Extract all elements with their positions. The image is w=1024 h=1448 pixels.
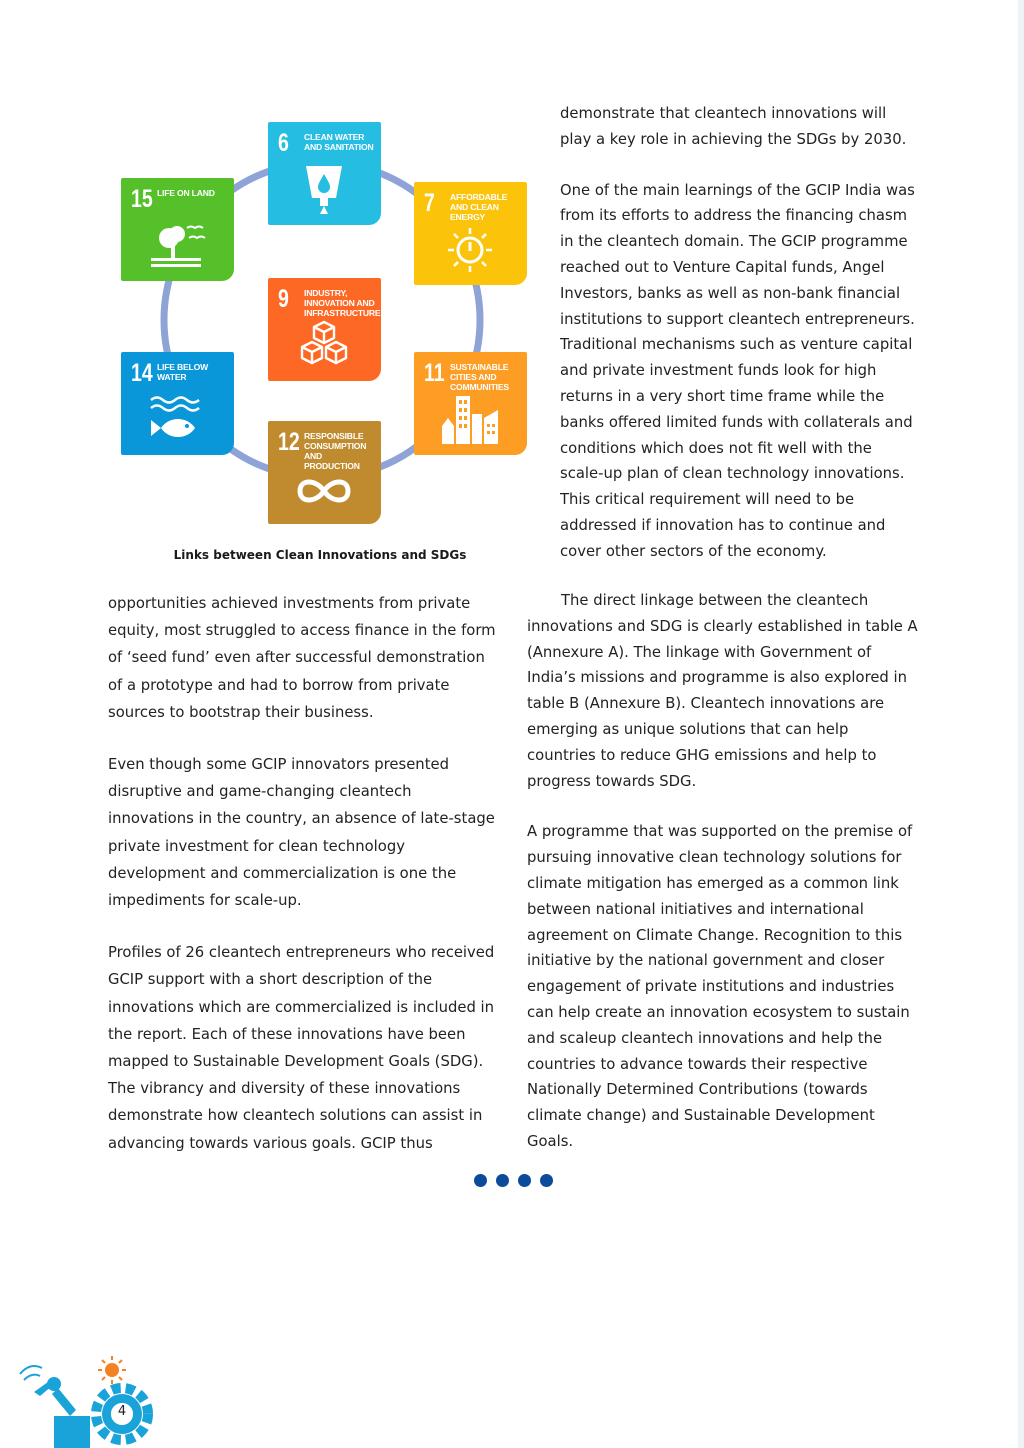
right-column-top	[560, 101, 920, 590]
wifi-icon	[20, 1366, 42, 1380]
paragraph: Profiles of 26 cleantech entrepreneurs who received GCIP support with a short description of the innovations which are commercialized is included in the report. Each of these innovations have been mapped to Sustainable Development Goals (SDG). The vibrancy and diversity of these innovations demonstrate how cleantech solutions can assist in advancing towards various goals. GCIP thus	[108, 944, 495, 1152]
sdg-label: LIFE BELOW WATER	[157, 362, 208, 382]
sdg-number: 7	[424, 189, 435, 217]
tree-icon	[147, 218, 207, 274]
sdg-number: 6	[278, 129, 289, 157]
sdg-tile-11	[414, 352, 527, 455]
sdg-number: 14	[131, 359, 153, 387]
paragraph: Even though some GCIP innovators presented disruptive and game-changing cleantech innovations in the country, an absence of late-stage private investment for clean technology development and commercialization is one the impediments for scale-up.	[108, 756, 495, 910]
page-edge-strip	[1018, 0, 1024, 1448]
city-buildings-icon	[440, 392, 500, 448]
paragraph: opportunities achieved investments from private equity, most struggled to access finance in the form of ‘seed fund’ even after successful demonstration of a prototype and had to borrow from private sources to bootstrap their business.	[108, 595, 496, 721]
sdg-diagram	[100, 105, 540, 535]
right-column-bottom	[527, 588, 919, 1180]
infinity-icon	[294, 461, 354, 517]
dot	[496, 1174, 509, 1187]
sdg-tile-7	[414, 182, 527, 285]
dot	[540, 1174, 553, 1187]
sdg-number: 9	[278, 285, 289, 313]
paragraph: A programme that was supported on the premise of pursuing innovative clean technology solutions for climate mitigation has emerged as a common link between national initiatives and international agreement on Climate Change. Recognition to this initiative by the national government and closer engagement of private institutions and industries can help create an innovation ecosystem to sustain and scaleup cleantech innovations and help the countries to advance towards their respective Nationally Determined Contributions (towards climate change) and Sustainable Development Goals.	[527, 823, 913, 1150]
left-column	[108, 590, 498, 1182]
sdg-label: SUSTAINABLE CITIES AND COMMUNITIES	[450, 362, 509, 392]
sdg-number: 15	[131, 185, 153, 213]
sdg-number: 11	[424, 359, 445, 387]
page-number: 4	[117, 1404, 127, 1419]
sdg-tile-12	[268, 421, 381, 524]
footer-graphic	[14, 1352, 164, 1448]
sdg-tile-15	[121, 178, 234, 281]
dot	[518, 1174, 531, 1187]
sun-power-icon	[440, 222, 500, 278]
paragraph: demonstrate that cleantech innovations will play a key role in achieving the SDGs by 2030.	[560, 105, 907, 148]
sdg-label: AFFORDABLE AND CLEAN ENERGY	[450, 192, 508, 222]
sdg-tile-9	[268, 278, 381, 381]
sdg-label: CLEAN WATER AND SANITATION	[304, 132, 374, 152]
sdg-number: 12	[278, 428, 300, 456]
figure-caption: Links between Clean Innovations and SDGs	[173, 548, 467, 562]
sdg-label: LIFE ON LAND	[157, 188, 215, 198]
sdg-tile-14	[121, 352, 234, 455]
robot-arm-icon	[34, 1377, 90, 1448]
paragraph: The direct linkage between the cleantech innovations and SDG is clearly established in table A (Annexure A). The linkage with Government of India’s missions and programme is also explored in table B (Annexure B). Cleantech innovations are emerging as unique solutions that can help countries to reduce GHG emissions and help to progress towards SDG.	[527, 592, 918, 790]
section-end-dots	[474, 1174, 554, 1188]
sun-icon	[98, 1356, 126, 1384]
sdg-tile-6	[268, 122, 381, 225]
sdg-label: RESPONSIBLE CONSUMPTION AND PRODUCTION	[304, 431, 367, 471]
dot	[474, 1174, 487, 1187]
water-drop-icon	[294, 162, 354, 218]
paragraph: One of the main learnings of the GCIP India was from its efforts to address the financing chasm in the cleantech domain. The GCIP programme reached out to Venture Capital funds, Angel Investors, banks as well as non-bank financial institutions to support cleantech entrepreneurs. Traditional mechanisms such as venture capital and private investment funds look for high returns in a very short time frame while the banks offered limited funds with collaterals and conditions which does not fit well with the scale-up plan of clean technology innovations. This critical requirement will need to be addressed if innovation has to continue and cover other sectors of the economy.	[560, 181, 915, 560]
fish-icon	[147, 392, 207, 448]
cubes-icon	[294, 318, 354, 374]
sdg-label: INDUSTRY, INNOVATION AND INFRASTRUCTURE	[304, 288, 381, 318]
